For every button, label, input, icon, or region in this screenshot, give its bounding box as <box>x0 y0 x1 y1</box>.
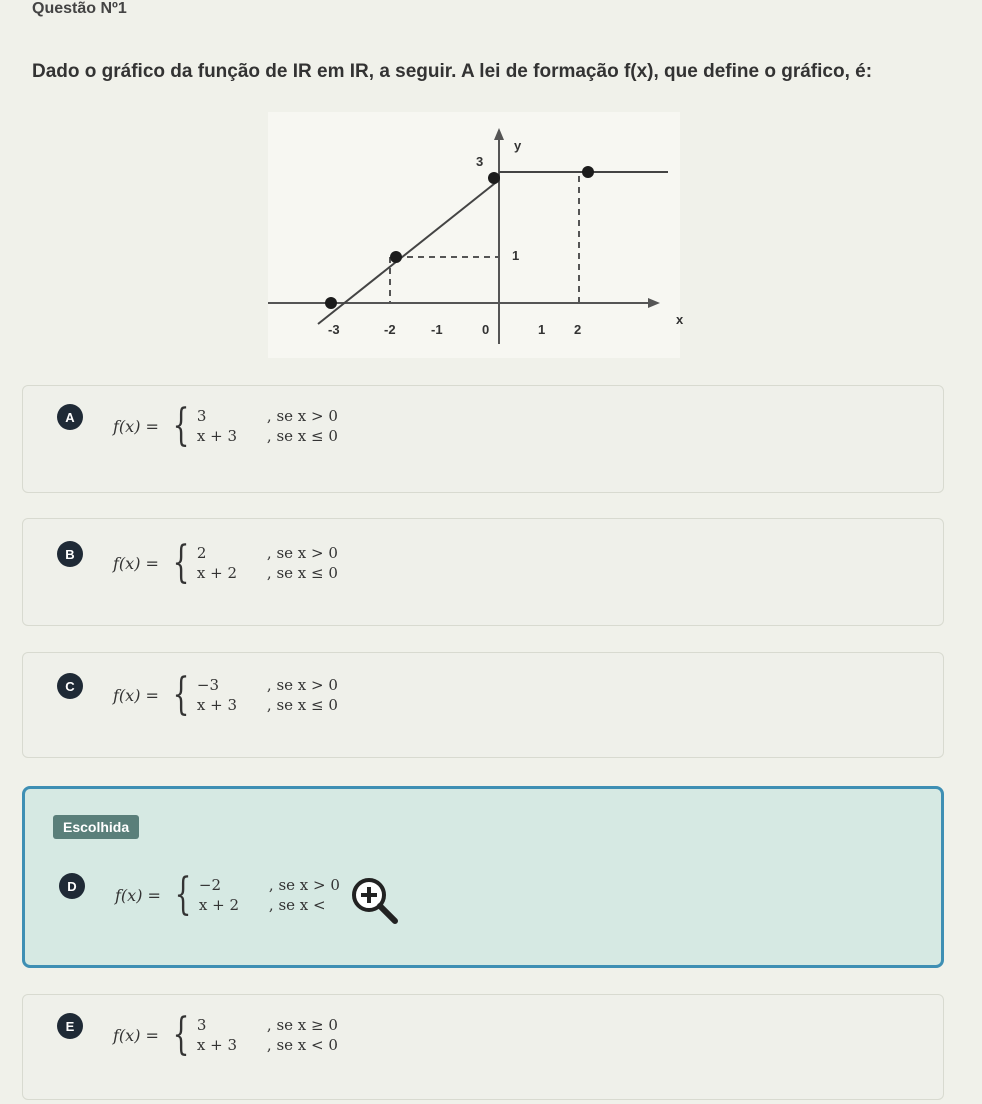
question-prompt: Dado o gráfico da função de IR em IR, a seguir. A lei de formação f(x), que define o gráfico, é: <box>32 61 873 82</box>
case2-condition: , se x < 0 <box>266 1036 338 1054</box>
piecewise-cases <box>197 407 387 445</box>
option-letter: E <box>57 1013 83 1039</box>
case1-value: 3 <box>196 1016 207 1034</box>
question-number: Questão Nº1 <box>32 0 127 17</box>
y-tick-3: 3 <box>476 154 484 169</box>
x-tick--3: -3 <box>328 322 340 337</box>
option-letter: A <box>57 404 83 430</box>
case2-condition: , se x ≤ 0 <box>266 427 338 445</box>
x-tick-0: 0 <box>482 322 490 337</box>
graph-svg <box>268 112 684 358</box>
x-tick-2: 2 <box>574 322 582 337</box>
fx-label: f(x) = <box>115 885 161 905</box>
brace-icon: { <box>174 869 192 920</box>
y-axis-arrow <box>494 128 504 140</box>
point-x-minus3 <box>325 297 337 309</box>
fx-label: f(x) = <box>113 416 159 436</box>
function-graph <box>268 112 684 358</box>
option-letter: D <box>59 873 85 899</box>
point-x-minus2 <box>390 251 402 263</box>
piecewise-cases <box>197 676 387 714</box>
case2-value: x + 3 <box>196 427 238 445</box>
fx-label: f(x) = <box>113 1025 159 1045</box>
brace-icon: { <box>172 669 190 720</box>
case1-condition: , se x ≥ 0 <box>266 1016 338 1034</box>
case1-condition: , se x > 0 <box>266 407 338 425</box>
x-axis-label: x <box>676 312 684 327</box>
fx-label: f(x) = <box>113 685 159 705</box>
option-a[interactable] <box>22 385 944 493</box>
fx-label: f(x) = <box>113 553 159 573</box>
piecewise-cases <box>197 544 387 582</box>
zoom-in-icon <box>347 873 403 929</box>
case1-value: −2 <box>198 876 222 894</box>
chosen-badge: Escolhida <box>53 815 139 839</box>
x-tick--2: -2 <box>384 322 396 337</box>
option-letter: C <box>57 673 83 699</box>
piecewise-cases <box>197 1016 387 1054</box>
case2-condition: , se x < <box>268 896 326 914</box>
option-b[interactable] <box>22 518 944 626</box>
point-x2-y3 <box>582 166 594 178</box>
option-e[interactable] <box>22 994 944 1100</box>
brace-icon: { <box>172 400 190 451</box>
case1-condition: , se x > 0 <box>268 876 340 894</box>
option-c[interactable] <box>22 652 944 758</box>
case2-value: x + 3 <box>196 696 238 714</box>
brace-icon: { <box>172 537 190 588</box>
case1-value: 2 <box>196 544 207 562</box>
case1-condition: , se x > 0 <box>266 544 338 562</box>
case1-value: −3 <box>196 676 220 694</box>
case1-condition: , se x > 0 <box>266 676 338 694</box>
x-tick-1: 1 <box>538 322 546 337</box>
case2-value: x + 3 <box>196 1036 238 1054</box>
case2-value: x + 2 <box>196 564 238 582</box>
case2-condition: , se x ≤ 0 <box>266 696 338 714</box>
y-tick-1: 1 <box>512 248 520 263</box>
brace-icon: { <box>172 1009 190 1060</box>
x-tick--1: -1 <box>431 322 443 337</box>
option-d-chosen[interactable] <box>22 786 944 968</box>
x-axis-arrow <box>648 298 660 308</box>
case2-condition: , se x ≤ 0 <box>266 564 338 582</box>
option-letter: B <box>57 541 83 567</box>
y-axis-label: y <box>514 138 522 153</box>
option-formula <box>113 1009 387 1060</box>
option-formula <box>113 400 387 451</box>
option-formula <box>113 669 387 720</box>
point-x0-y3 <box>488 172 500 184</box>
case1-value: 3 <box>196 407 207 425</box>
option-formula <box>113 537 387 588</box>
case2-value: x + 2 <box>198 896 240 914</box>
